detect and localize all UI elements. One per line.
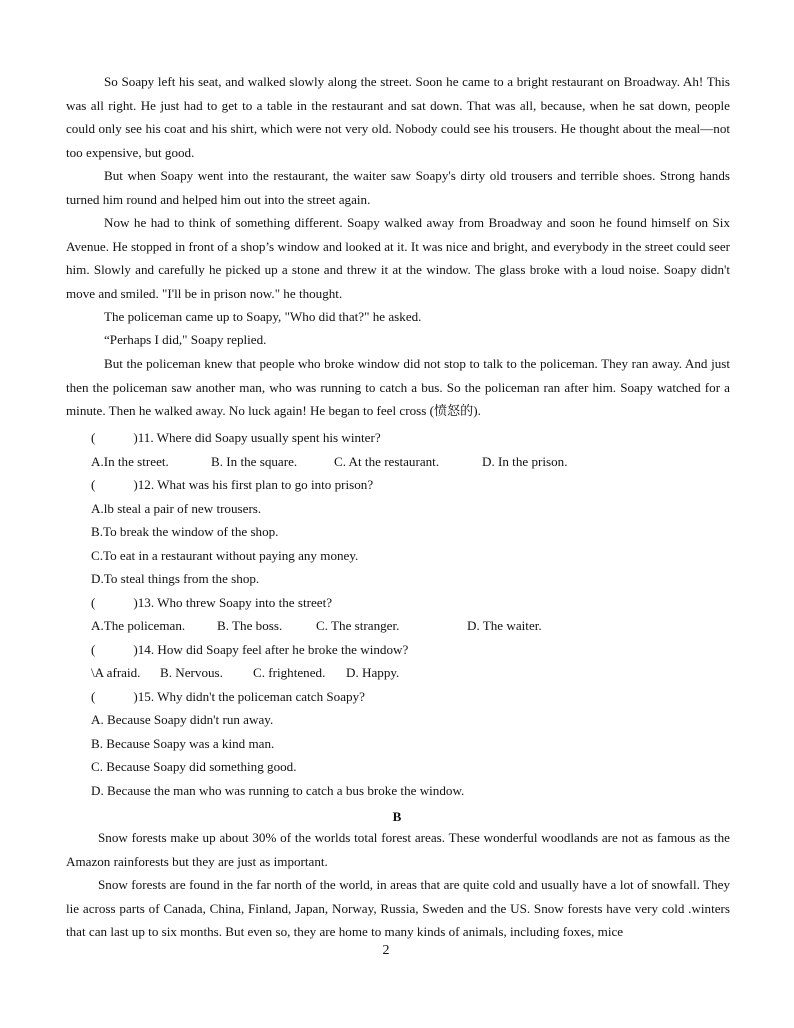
question-15 (91, 685, 365, 709)
question-14 (91, 638, 408, 662)
q12-option-c: C.To eat in a restaurant without paying any money. (91, 548, 359, 563)
q13-option-b: B. The boss. (217, 618, 283, 633)
question-13 (91, 591, 332, 615)
q13-option-a: A.The policeman. (91, 618, 186, 633)
question-12 (91, 473, 373, 497)
passage-b-paragraph-2: Snow forests are found in the far north of the world, in areas that are quite cold and usually have a lot of snowfall. They lie across parts of Canada, China, Finland, Japan, Norway, Russia, Sweden and the US. Snow forests have very cold .winters that can last up to six months. But even so, they are home to many kinds of animals, including foxes, mice (66, 877, 730, 939)
question-12-stem: )12. What was his first plan to go into prison? (133, 477, 374, 492)
q13-option-d: D. The waiter. (467, 618, 542, 633)
q14-option-d: D. Happy. (346, 665, 400, 680)
question-11-stem: )11. Where did Soapy usually spent his winter? (133, 430, 381, 445)
passage-a-paragraph-3: Now he had to think of something different. Soapy walked away from Broadway and soon he found himself on Six Avenue. He stopped in front of a shop’s window and looked at it. It was nice and bright, and everybody in the street could seer him. Slowly and carefully he picked up a stone and threw it at the window. The glass broke with a loud noise. Soapy didn't move and smiled. "I'll be in prison now." he thought. (66, 215, 730, 301)
q11-option-a: A.In the street. (91, 454, 169, 469)
q12-option-b: B.To break the window of the shop. (91, 524, 279, 539)
answer-paren: ( (91, 595, 96, 610)
question-13-stem: )13. Who threw Soapy into the street? (133, 595, 333, 610)
q11-option-c: C. At the restaurant. (334, 454, 440, 469)
question-11 (91, 426, 381, 450)
passage-a-paragraph-6: But the policeman knew that people who broke window did not stop to talk to the policeman. They ran away. And just then the policeman saw another man, who was running to catch a bus. So the policeman ran after him. Soapy watched for a minute. Then he walked away. No luck again! He began to feel cross (愤怒的). (66, 356, 730, 418)
q14-option-a: \A afraid. (91, 665, 141, 680)
q15-option-b: B. Because Soapy was a kind man. (91, 736, 275, 751)
q14-option-b: B. Nervous. (160, 665, 223, 680)
passage-a-paragraph-2: But when Soapy went into the restaurant, the waiter saw Soapy's dirty old trousers and terrible shoes. Strong hands turned him round and helped him out into the street again. (66, 168, 730, 207)
passage-a-paragraph-1: So Soapy left his seat, and walked slowly along the street. Soon he came to a bright restaurant on Broadway. Ah! This was all right. He just had to get to a table in the restaurant and sat down. That was all, because, when he sat down, people could only see his coat and his shirt, which were not very old. Nobody could see his trousers. He thought about the meal—not too expensive, but good. (66, 74, 730, 160)
q14-option-c: C. frightened. (253, 665, 326, 680)
passage-b-paragraph-1: Snow forests make up about 30% of the worlds total forest areas. These wonderful woodlands are not as famous as the Amazon rainforests but they are just as important. (66, 830, 730, 869)
q15-option-a: A. Because Soapy didn't run away. (91, 712, 274, 727)
section-b-heading: B (392, 809, 402, 824)
answer-paren: ( (91, 642, 96, 657)
q11-option-b: B. In the square. (211, 454, 298, 469)
answer-paren: ( (91, 477, 96, 492)
q13-option-c: C. The stranger. (316, 618, 400, 633)
q15-option-d: D. Because the man who was running to catch a bus broke the window. (91, 783, 465, 798)
page-number: 2 (382, 943, 390, 958)
question-15-stem: )15. Why didn't the policeman catch Soapy? (133, 689, 365, 704)
answer-paren: ( (91, 689, 96, 704)
q12-option-d: D.To steal things from the shop. (91, 571, 260, 586)
passage-a-paragraph-5: “Perhaps I did," Soapy replied. (104, 332, 267, 347)
question-14-stem: )14. How did Soapy feel after he broke the window? (133, 642, 409, 657)
q12-option-a: A.lb steal a pair of new trousers. (91, 501, 262, 516)
q15-option-c: C. Because Soapy did something good. (91, 759, 297, 774)
q11-option-d: D. In the prison. (482, 454, 568, 469)
answer-paren: ( (91, 430, 96, 445)
passage-a-paragraph-4: The policeman came up to Soapy, "Who did that?" he asked. (104, 309, 422, 324)
